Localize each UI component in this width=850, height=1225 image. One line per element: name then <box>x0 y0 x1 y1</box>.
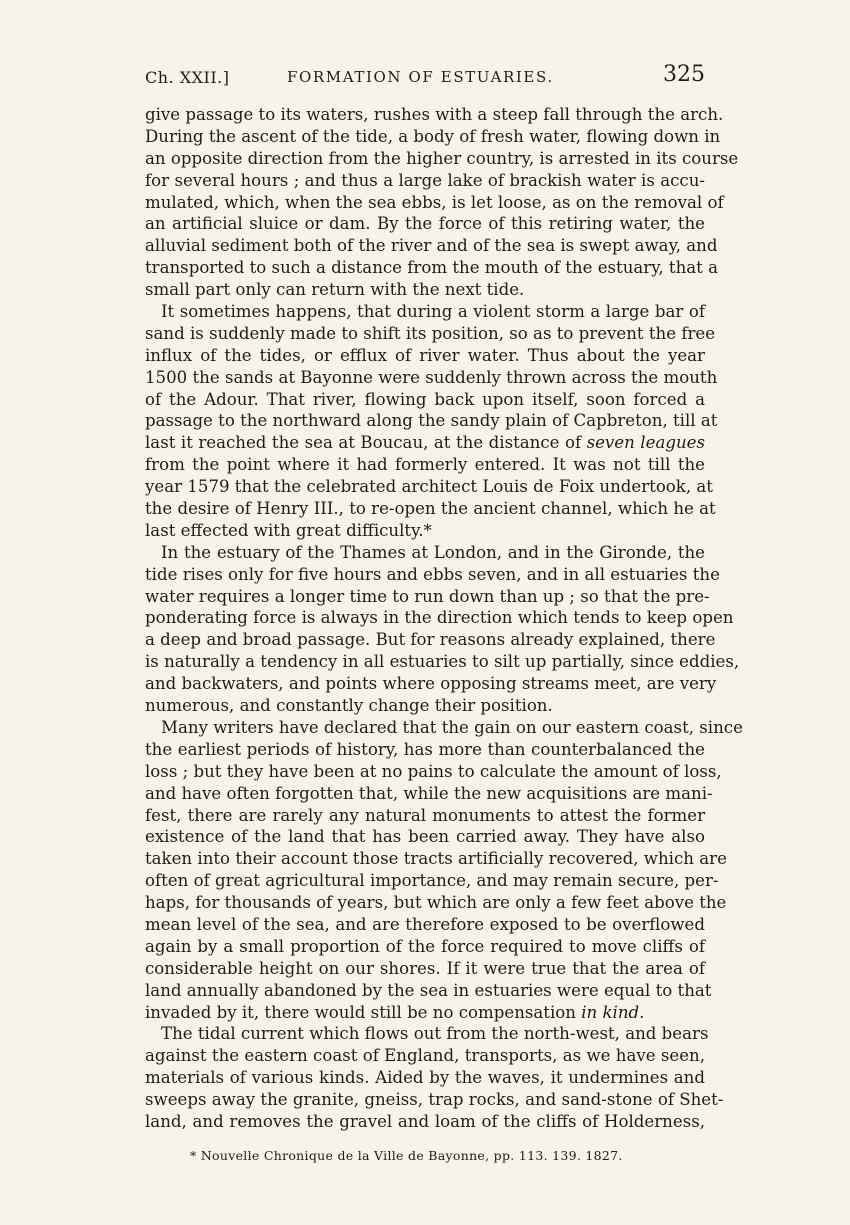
text-line: an opposite direction from the higher country, is arrested in its course <box>145 148 739 168</box>
text-line: haps, for thousands of years, but which are only a few feet above the <box>145 893 727 913</box>
text-line: and backwaters, and points where opposing streams meet, are very <box>145 674 717 694</box>
text-line: mulated, which, when the sea ebbs, is let loose, as on the removal of <box>145 192 724 212</box>
italic-phrase: seven leagues <box>586 433 705 453</box>
text-line: and have often forgotten that, while the new acquisitions are mani- <box>145 783 713 803</box>
text-line: mean level of the sea, and are therefore exposed to be overflowed <box>145 914 705 934</box>
text-line: give passage to its waters, rushes with a steep fall through the arch. <box>145 105 724 124</box>
text-line: year 1579 that the celebrated architect Louis de Foix undertook, at <box>145 477 713 497</box>
text-line: of the Adour. That river, flowing back upon itself, soon forced a <box>145 389 705 409</box>
text-line: land annually abandoned by the sea in estuaries were equal to that <box>145 980 712 1000</box>
text-line: passage to the northward along the sandy plain of Capbreton, till at <box>145 411 718 431</box>
text-line: often of great agricultural importance, and may remain secure, per- <box>145 871 719 891</box>
text-line: taken into their account those tracts artificially recovered, which are <box>145 849 727 869</box>
text-line: an artificial sluice or dam. By the force of this retiring water, the <box>145 214 705 234</box>
text-line: last effected with great difficulty.* <box>145 520 432 540</box>
text-line <box>145 432 705 454</box>
text-line <box>145 1002 705 1024</box>
text-line-part: last it reached the sea at Boucau, at the distance of <box>145 433 582 453</box>
running-header <box>145 62 705 92</box>
text-line: from the point where it had formerly entered. It was not till the <box>145 455 705 475</box>
text-line: tide rises only for five hours and ebbs seven, and in all estuaries the <box>145 564 720 584</box>
text-line: influx of the tides, or efflux of river water. Thus about the year <box>145 345 705 365</box>
text-line: sand is suddenly made to shift its position, so as to prevent the free <box>145 323 716 343</box>
text-line: transported to such a distance from the mouth of the estuary, that a <box>145 258 719 278</box>
text-line: small part only can return with the next tide. <box>145 280 525 300</box>
text-line: sweeps away the granite, gneiss, trap rocks, and sand-stone of Shet- <box>145 1090 724 1110</box>
text-line: alluvial sediment both of the river and of the sea is swept away, and <box>145 236 718 256</box>
text-line: existence of the land that has been carried away. They have also <box>145 827 705 847</box>
chapter-label: Ch. XXII.] <box>145 68 230 87</box>
text-line: loss ; but they have been at no pains to calculate the amount of loss, <box>145 761 722 781</box>
text-line: 1500 the sands at Bayonne were suddenly thrown across the mouth <box>145 367 718 387</box>
body-text <box>145 104 743 1133</box>
text-line: Many writers have declared that the gain on our eastern coast, since <box>161 717 743 737</box>
text-line: for several hours ; and thus a large lake of brackish water is accu- <box>145 170 705 190</box>
text-line: the earliest periods of history, has more than counterbalanced the <box>145 739 705 759</box>
text-line: water requires a longer time to run down than up ; so that the pre- <box>145 586 710 606</box>
italic-phrase: in kind. <box>581 1002 645 1022</box>
text-line: land, and removes the gravel and loam of the cliffs of Holderness, <box>145 1111 705 1131</box>
text-line: ponderating force is always in the direction which tends to keep open <box>145 608 734 628</box>
text-line-part: invaded by it, there would still be no compensation <box>145 1002 576 1022</box>
running-title: FORMATION OF ESTUARIES. <box>287 68 554 86</box>
text-line: again by a small proportion of the force required to move cliffs of <box>145 936 705 956</box>
text-line: numerous, and constantly change their position. <box>145 696 553 716</box>
text-line: against the eastern coast of England, transports, as we have seen, <box>145 1046 705 1066</box>
text-line: During the ascent of the tide, a body of fresh water, flowing down in <box>145 126 721 146</box>
text-line: It sometimes happens, that during a violent storm a large bar of <box>161 302 705 322</box>
text-line: considerable height on our shores. If it were true that the area of <box>145 958 705 978</box>
text-line: materials of various kinds. Aided by the waves, it undermines and <box>145 1068 705 1088</box>
text-line: a deep and broad passage. But for reasons already explained, there <box>145 630 716 650</box>
text-line: the desire of Henry III., to re-open the ancient channel, which he at <box>145 499 716 519</box>
footnote: * Nouvelle Chronique de la Ville de Bayonne, pp. 113. 139. 1827. <box>190 1148 623 1163</box>
text-line: The tidal current which flows out from the north-west, and bears <box>161 1024 709 1044</box>
page-number: 325 <box>663 62 705 87</box>
text-line: fest, there are rarely any natural monuments to attest the former <box>145 805 705 825</box>
text-line: is naturally a tendency in all estuaries to silt up partially, since eddies, <box>145 652 740 672</box>
text-line: In the estuary of the Thames at London, and in the Gironde, the <box>161 542 705 562</box>
